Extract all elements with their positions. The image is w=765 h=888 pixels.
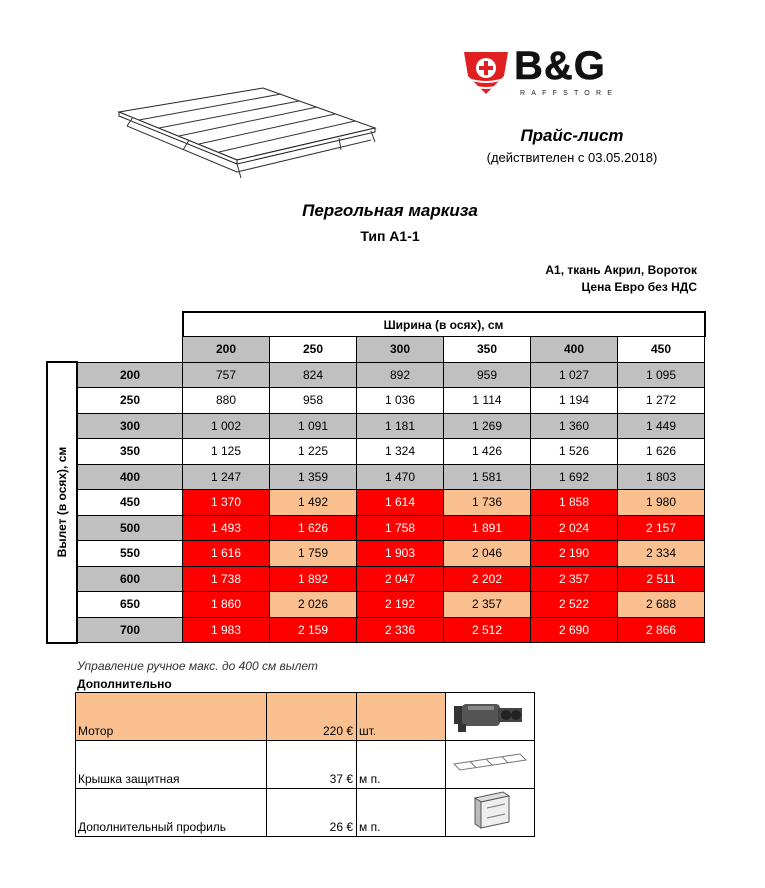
price-row [47, 439, 705, 465]
extra-price: 220 € [267, 693, 357, 741]
price-cell: 1 269 [444, 413, 531, 439]
extra-price: 37 € [267, 741, 357, 789]
extras-row [76, 693, 535, 741]
price-cell: 1 194 [531, 388, 618, 414]
projection-header: Вылет (в осях), см [55, 446, 69, 558]
projection-row-header: 650 [77, 592, 183, 618]
price-cell: 1 616 [183, 541, 270, 567]
cover-icon [450, 748, 530, 778]
price-cell: 2 190 [531, 541, 618, 567]
price-cell: 1 125 [183, 439, 270, 465]
price-cell: 2 157 [618, 515, 705, 541]
price-cell: 2 026 [270, 592, 357, 618]
price-cell: 1 324 [357, 439, 444, 465]
price-row [47, 617, 705, 643]
price-cell: 958 [270, 388, 357, 414]
price-row [47, 413, 705, 439]
price-cell: 2 334 [618, 541, 705, 567]
validity-date: (действителен с 03.05.2018) [486, 150, 658, 165]
price-cell: 757 [183, 362, 270, 388]
price-cell: 1 027 [531, 362, 618, 388]
extra-unit: шт. [357, 693, 446, 741]
extra-name: Дополнительный профиль [76, 789, 267, 837]
price-cell: 1 738 [183, 566, 270, 592]
price-list-title: Прайс-лист [520, 126, 624, 145]
price-cell: 1 370 [183, 490, 270, 516]
projection-row-header: 250 [77, 388, 183, 414]
projection-row-header: 600 [77, 566, 183, 592]
price-row [47, 515, 705, 541]
currency-note: Цена Евро без НДС [581, 280, 697, 294]
price-cell: 1 493 [183, 515, 270, 541]
extra-name: Крышка защитная [76, 741, 267, 789]
price-cell: 1 360 [531, 413, 618, 439]
control-note: Управление ручное макс. до 400 см вылет [77, 659, 318, 673]
price-cell: 1 892 [270, 566, 357, 592]
price-cell: 1 581 [444, 464, 531, 490]
logo-emblem-icon [460, 46, 512, 96]
price-row [47, 541, 705, 567]
logo-wordmark: B&G [514, 44, 606, 88]
price-cell: 1 426 [444, 439, 531, 465]
price-row [47, 362, 705, 388]
price-cell: 1 891 [444, 515, 531, 541]
extra-unit: м п. [357, 789, 446, 837]
price-cell: 2 336 [357, 617, 444, 643]
price-row [47, 464, 705, 490]
projection-row-header: 550 [77, 541, 183, 567]
price-cell: 2 688 [618, 592, 705, 618]
price-cell: 1 225 [270, 439, 357, 465]
motor-icon [450, 694, 530, 736]
price-cell: 2 192 [357, 592, 444, 618]
projection-row-header: 500 [77, 515, 183, 541]
projection-row-header: 700 [77, 617, 183, 643]
price-cell: 1 492 [270, 490, 357, 516]
width-col-header: 450 [618, 337, 705, 363]
product-title: Пергольная маркиза [302, 201, 478, 220]
width-col-header: 350 [444, 337, 531, 363]
price-cell: 1 449 [618, 413, 705, 439]
projection-row-header: 200 [77, 362, 183, 388]
price-cell: 2 357 [444, 592, 531, 618]
price-cell: 1 091 [270, 413, 357, 439]
price-cell: 1 860 [183, 592, 270, 618]
price-cell: 1 626 [270, 515, 357, 541]
width-col-header: 250 [270, 337, 357, 363]
price-cell: 892 [357, 362, 444, 388]
price-cell: 1 626 [618, 439, 705, 465]
projection-row-header: 400 [77, 464, 183, 490]
price-cell: 2 512 [444, 617, 531, 643]
price-cell: 1 758 [357, 515, 444, 541]
width-col-header: 300 [357, 337, 444, 363]
projection-row-header: 450 [77, 490, 183, 516]
price-cell: 1 114 [444, 388, 531, 414]
price-cell: 2 866 [618, 617, 705, 643]
price-row [47, 592, 705, 618]
price-cell: 959 [444, 362, 531, 388]
price-cell: 1 272 [618, 388, 705, 414]
price-cell: 1 002 [183, 413, 270, 439]
projection-row-header: 300 [77, 413, 183, 439]
price-cell: 1 736 [444, 490, 531, 516]
price-cell: 880 [183, 388, 270, 414]
price-cell: 2 202 [444, 566, 531, 592]
price-cell: 824 [270, 362, 357, 388]
price-row [47, 566, 705, 592]
price-cell: 2 511 [618, 566, 705, 592]
price-cell: 1 903 [357, 541, 444, 567]
price-cell: 1 181 [357, 413, 444, 439]
price-cell: 1 983 [183, 617, 270, 643]
logo-subtitle: RAFFSTORE [520, 90, 619, 97]
price-cell: 1 095 [618, 362, 705, 388]
price-cell: 1 526 [531, 439, 618, 465]
width-header: Ширина (в осях), см [183, 312, 705, 337]
price-row [47, 388, 705, 414]
extra-unit: м п. [357, 741, 446, 789]
price-cell: 1 858 [531, 490, 618, 516]
brand-logo [458, 42, 658, 106]
width-col-header: 400 [531, 337, 618, 363]
projection-row-header: 350 [77, 439, 183, 465]
width-col-header: 200 [183, 337, 270, 363]
price-cell: 2 522 [531, 592, 618, 618]
price-cell: 2 046 [444, 541, 531, 567]
price-cell: 1 980 [618, 490, 705, 516]
fabric-spec: А1, ткань Акрил, Вороток [545, 263, 697, 277]
price-cell: 2 159 [270, 617, 357, 643]
extras-title: Дополнительно [77, 677, 172, 691]
product-type: Тип А1-1 [360, 228, 420, 244]
pergola-product-image [113, 84, 381, 182]
price-cell: 1 614 [357, 490, 444, 516]
price-cell: 1 803 [618, 464, 705, 490]
price-cell: 2 357 [531, 566, 618, 592]
price-matrix [46, 311, 706, 644]
price-cell: 1 692 [531, 464, 618, 490]
price-cell: 1 359 [270, 464, 357, 490]
price-cell: 1 036 [357, 388, 444, 414]
extra-price: 26 € [267, 789, 357, 837]
price-cell: 1 470 [357, 464, 444, 490]
price-cell: 1 759 [270, 541, 357, 567]
extras-row [76, 789, 535, 837]
extra-name: Мотор [76, 693, 267, 741]
extras-table [75, 692, 535, 837]
price-cell: 2 024 [531, 515, 618, 541]
price-cell: 1 247 [183, 464, 270, 490]
price-cell: 2 047 [357, 566, 444, 592]
price-row [47, 490, 705, 516]
price-cell: 2 690 [531, 617, 618, 643]
extras-row [76, 741, 535, 789]
profile-icon [465, 790, 515, 832]
